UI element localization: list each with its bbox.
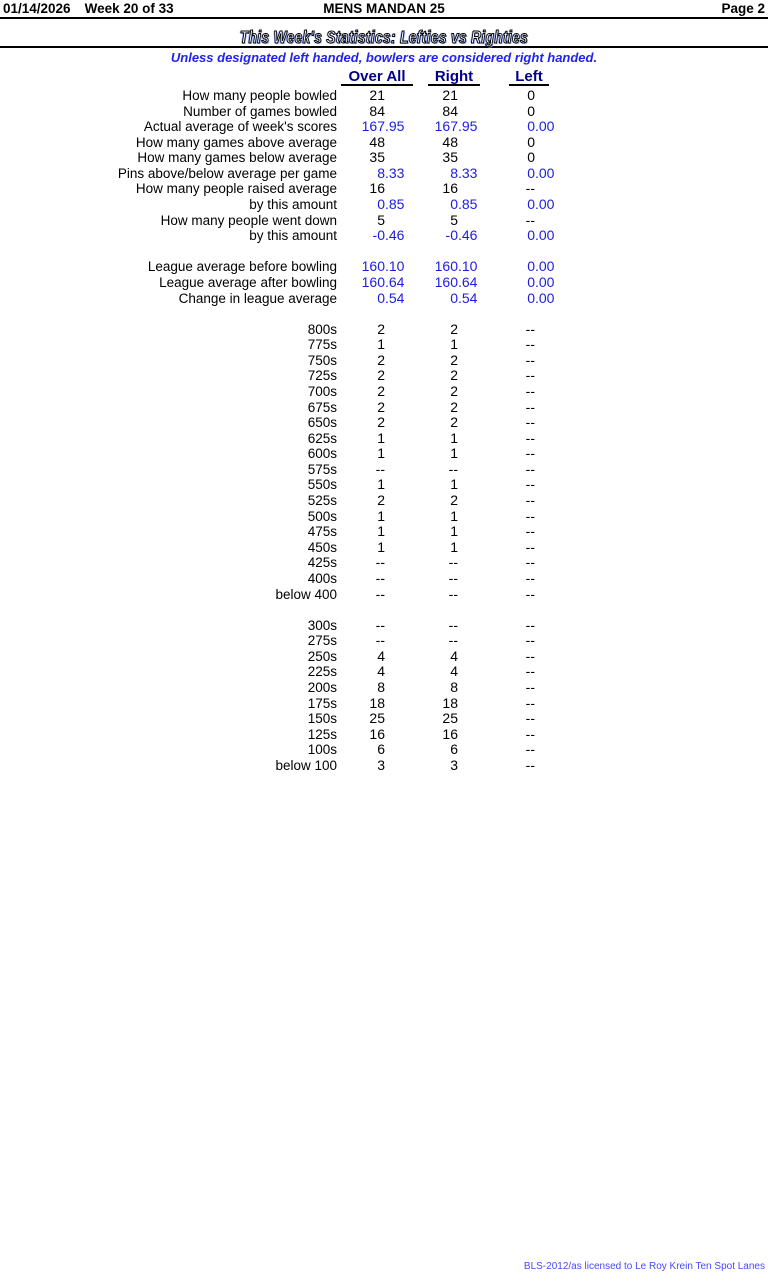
cell-overall: 1	[377, 429, 385, 446]
cell-overall: 21	[369, 87, 385, 103]
row-label: 700s	[307, 383, 337, 399]
table-row	[0, 462, 600, 478]
table-row	[0, 275, 600, 291]
row-label: How many people went down	[160, 212, 337, 228]
table-row	[0, 166, 600, 182]
cell-overall: 1	[377, 336, 385, 353]
table-row	[0, 696, 600, 712]
cell-overall: --	[375, 632, 385, 649]
cell-right: 0.85	[450, 196, 478, 213]
cell-overall: 1	[377, 445, 385, 462]
cell-overall: 16	[369, 180, 385, 197]
cell-left: --	[525, 710, 535, 727]
cell-left: --	[525, 741, 535, 758]
cell-overall: 1	[377, 523, 385, 540]
row-label: 800s	[307, 321, 337, 337]
cell-overall: --	[375, 616, 385, 633]
cell-left: 0.00	[527, 258, 555, 275]
table-row	[0, 633, 600, 649]
table-row	[0, 540, 600, 556]
row-label: 300s	[307, 617, 337, 633]
row-label: League average before bowling	[147, 259, 337, 275]
cell-overall: --	[375, 460, 385, 477]
cell-left: --	[525, 507, 535, 524]
cell-left: 0.00	[527, 196, 555, 213]
header-divider-line	[0, 17, 768, 19]
cell-right: --	[448, 554, 458, 571]
table-row	[0, 649, 600, 665]
cell-left: --	[525, 398, 535, 415]
cell-overall: -0.46	[372, 227, 405, 244]
cell-left: 0	[527, 149, 535, 166]
row-label: How many games below average	[137, 150, 337, 166]
cell-right: 160.10	[434, 258, 478, 275]
table-row	[0, 322, 600, 338]
cell-left: --	[525, 211, 535, 228]
cell-left: 0	[527, 133, 535, 150]
row-label: 550s	[307, 477, 337, 493]
cell-left: --	[525, 756, 535, 773]
cell-left: --	[525, 523, 535, 540]
cell-left: --	[525, 647, 535, 664]
row-label: 175s	[307, 695, 337, 711]
cell-left: 0.00	[527, 118, 555, 135]
cell-left: --	[525, 538, 535, 555]
cell-left: --	[525, 476, 535, 493]
cell-right: 2	[450, 320, 458, 337]
row-label: 225s	[307, 664, 337, 680]
cell-left: 0.00	[527, 164, 555, 181]
table-row	[0, 664, 600, 680]
cell-overall: 2	[377, 398, 385, 415]
row-label: 675s	[307, 399, 337, 415]
cell-overall: 2	[377, 414, 385, 431]
cell-right: 48	[442, 133, 458, 150]
cell-overall: 8.33	[377, 164, 405, 181]
row-label: 600s	[307, 446, 337, 462]
cell-right: 1	[450, 476, 458, 493]
cell-left: --	[525, 585, 535, 602]
table-row	[0, 493, 600, 509]
table-row	[0, 618, 600, 634]
table-row	[0, 104, 600, 120]
table-row	[0, 368, 600, 384]
row-label: 475s	[307, 524, 337, 540]
cell-right: 2	[450, 414, 458, 431]
table-row	[0, 477, 600, 493]
row-label: 750s	[307, 352, 337, 368]
cell-left: --	[525, 725, 535, 742]
cell-right: 1	[450, 538, 458, 555]
column-header-left: Left	[509, 69, 549, 86]
cell-right: --	[448, 632, 458, 649]
spacer-row	[0, 306, 600, 322]
table-row	[0, 727, 600, 743]
report-title: This Week's Statistics: Lefties vs Righties	[239, 27, 529, 47]
table-row	[0, 446, 600, 462]
column-header-right: Right	[428, 69, 480, 86]
row-label: 575s	[307, 461, 337, 477]
cell-left: --	[525, 445, 535, 462]
table-row	[0, 353, 600, 369]
cell-left: --	[525, 429, 535, 446]
table-row	[0, 587, 600, 603]
cell-overall: 3	[377, 756, 385, 773]
table-row	[0, 384, 600, 400]
cell-left: --	[525, 632, 535, 649]
cell-left: --	[525, 351, 535, 368]
cell-left: --	[525, 616, 535, 633]
row-label: How many people bowled	[182, 88, 337, 103]
cell-right: 8.33	[450, 164, 478, 181]
table-row	[0, 150, 600, 166]
row-label: How many games above average	[135, 134, 337, 150]
cell-overall: 2	[377, 382, 385, 399]
cell-overall: 160.64	[361, 273, 405, 290]
cell-right: 16	[442, 725, 458, 742]
row-label: 275s	[307, 633, 337, 649]
cell-overall: 2	[377, 367, 385, 384]
cell-left: --	[525, 382, 535, 399]
table-row	[0, 119, 600, 135]
cell-right: 5	[450, 211, 458, 228]
cell-overall: 16	[369, 725, 385, 742]
cell-left: --	[525, 460, 535, 477]
cell-left: --	[525, 367, 535, 384]
cell-right: 3	[450, 756, 458, 773]
table-row	[0, 228, 600, 244]
cell-right: 2	[450, 351, 458, 368]
row-label: 725s	[307, 368, 337, 384]
cell-overall: 0.85	[377, 196, 405, 213]
cell-overall: 1	[377, 538, 385, 555]
row-label: How many people raised average	[135, 181, 337, 197]
table-row	[0, 431, 600, 447]
cell-overall: 1	[377, 476, 385, 493]
cell-overall: 48	[369, 133, 385, 150]
cell-overall: 6	[377, 741, 385, 758]
cell-overall: 18	[369, 694, 385, 711]
cell-right: 25	[442, 710, 458, 727]
week-indicator: Week 20 of 33	[84, 1, 174, 16]
cell-overall: 4	[377, 647, 385, 664]
table-row	[0, 181, 600, 197]
table-row	[0, 213, 600, 229]
page-header	[3, 1, 765, 18]
cell-right: 4	[450, 647, 458, 664]
row-label: 525s	[307, 493, 337, 509]
table-row	[0, 88, 600, 104]
page-number: Page 2	[721, 1, 765, 16]
row-label: 450s	[307, 539, 337, 555]
cell-left: --	[525, 492, 535, 509]
cell-right: 1	[450, 445, 458, 462]
cell-right: 18	[442, 694, 458, 711]
license-footer: BLS-2012/as licensed to Le Roy Krein Ten Spot Lanes	[523, 1261, 765, 1272]
row-label: Actual average of week's scores	[143, 119, 337, 135]
cell-left: --	[525, 678, 535, 695]
cell-overall: 1	[377, 507, 385, 524]
table-row	[0, 524, 600, 540]
row-label: 425s	[307, 555, 337, 571]
cell-right: 21	[442, 87, 458, 103]
table-row	[0, 259, 600, 275]
row-label: by this amount	[249, 197, 337, 213]
cell-left: --	[525, 414, 535, 431]
cell-right: 160.64	[434, 273, 478, 290]
cell-left: 0.00	[527, 289, 555, 306]
cell-overall: 8	[377, 678, 385, 695]
cell-overall: 2	[377, 492, 385, 509]
table-row	[0, 135, 600, 151]
cell-right: 1	[450, 336, 458, 353]
table-row	[0, 400, 600, 416]
cell-left: --	[525, 554, 535, 571]
cell-left: --	[525, 569, 535, 586]
league-name: MENS MANDAN 25	[323, 1, 445, 16]
cell-right: 1	[450, 523, 458, 540]
report-date: 01/14/2026	[3, 1, 71, 16]
cell-right: --	[448, 616, 458, 633]
cell-left: 0.00	[527, 273, 555, 290]
table-row	[0, 742, 600, 758]
row-label: 650s	[307, 415, 337, 431]
cell-overall: 84	[369, 102, 385, 119]
table-row	[0, 758, 600, 774]
table-row	[0, 571, 600, 587]
cell-overall: 167.95	[361, 118, 405, 135]
cell-right: 35	[442, 149, 458, 166]
cell-right: 1	[450, 429, 458, 446]
cell-right: 0.54	[450, 289, 478, 306]
column-header-overall: Over All	[341, 69, 413, 86]
table-row	[0, 197, 600, 213]
report-subtitle: Unless designated left handed, bowlers are considered right handed.	[170, 50, 598, 65]
cell-overall: --	[375, 569, 385, 586]
cell-right: 6	[450, 741, 458, 758]
table-row	[0, 711, 600, 727]
table-row	[0, 291, 600, 307]
table-row	[0, 680, 600, 696]
cell-overall: 4	[377, 663, 385, 680]
cell-overall: 25	[369, 710, 385, 727]
cell-right: 1	[450, 507, 458, 524]
cell-left: 0	[527, 87, 535, 103]
cell-right: 2	[450, 382, 458, 399]
cell-right: 84	[442, 102, 458, 119]
cell-right: 167.95	[434, 118, 478, 135]
row-label: 500s	[307, 508, 337, 524]
cell-right: 2	[450, 367, 458, 384]
row-label: Change in league average	[178, 290, 337, 306]
cell-overall: 2	[377, 320, 385, 337]
row-label: 250s	[307, 648, 337, 664]
row-label: 150s	[307, 711, 337, 727]
cell-overall: 5	[377, 211, 385, 228]
row-label: 400s	[307, 570, 337, 586]
cell-right: 2	[450, 398, 458, 415]
cell-right: 16	[442, 180, 458, 197]
row-label: below 400	[275, 586, 337, 602]
cell-left: --	[525, 336, 535, 353]
row-label: Number of games bowled	[183, 103, 337, 119]
table-row	[0, 337, 600, 353]
cell-overall: 160.10	[361, 258, 405, 275]
cell-overall: 35	[369, 149, 385, 166]
row-label: 625s	[307, 430, 337, 446]
table-row	[0, 415, 600, 431]
cell-right: 8	[450, 678, 458, 695]
cell-overall: 2	[377, 351, 385, 368]
cell-overall: 0.54	[377, 289, 405, 306]
cell-right: 4	[450, 663, 458, 680]
row-label: League average after bowling	[159, 274, 337, 290]
row-label: below 100	[275, 757, 337, 773]
cell-right: --	[448, 585, 458, 602]
cell-left: 0.00	[527, 227, 555, 244]
row-label: Pins above/below average per game	[117, 165, 337, 181]
cell-right: --	[448, 460, 458, 477]
spacer-row	[0, 602, 600, 618]
cell-right: --	[448, 569, 458, 586]
row-label: 775s	[307, 337, 337, 353]
row-label: 200s	[307, 679, 337, 695]
cell-overall: --	[375, 585, 385, 602]
cell-left: --	[525, 320, 535, 337]
stats-table-rows	[0, 88, 600, 773]
spacer-row	[0, 244, 600, 260]
cell-right: -0.46	[445, 227, 478, 244]
row-label: 125s	[307, 726, 337, 742]
row-label: 100s	[307, 742, 337, 758]
cell-left: --	[525, 180, 535, 197]
row-label: by this amount	[249, 228, 337, 244]
table-row	[0, 509, 600, 525]
cell-left: 0	[527, 102, 535, 119]
cell-overall: --	[375, 554, 385, 571]
cell-right: 2	[450, 492, 458, 509]
cell-left: --	[525, 694, 535, 711]
cell-left: --	[525, 663, 535, 680]
table-row	[0, 555, 600, 571]
